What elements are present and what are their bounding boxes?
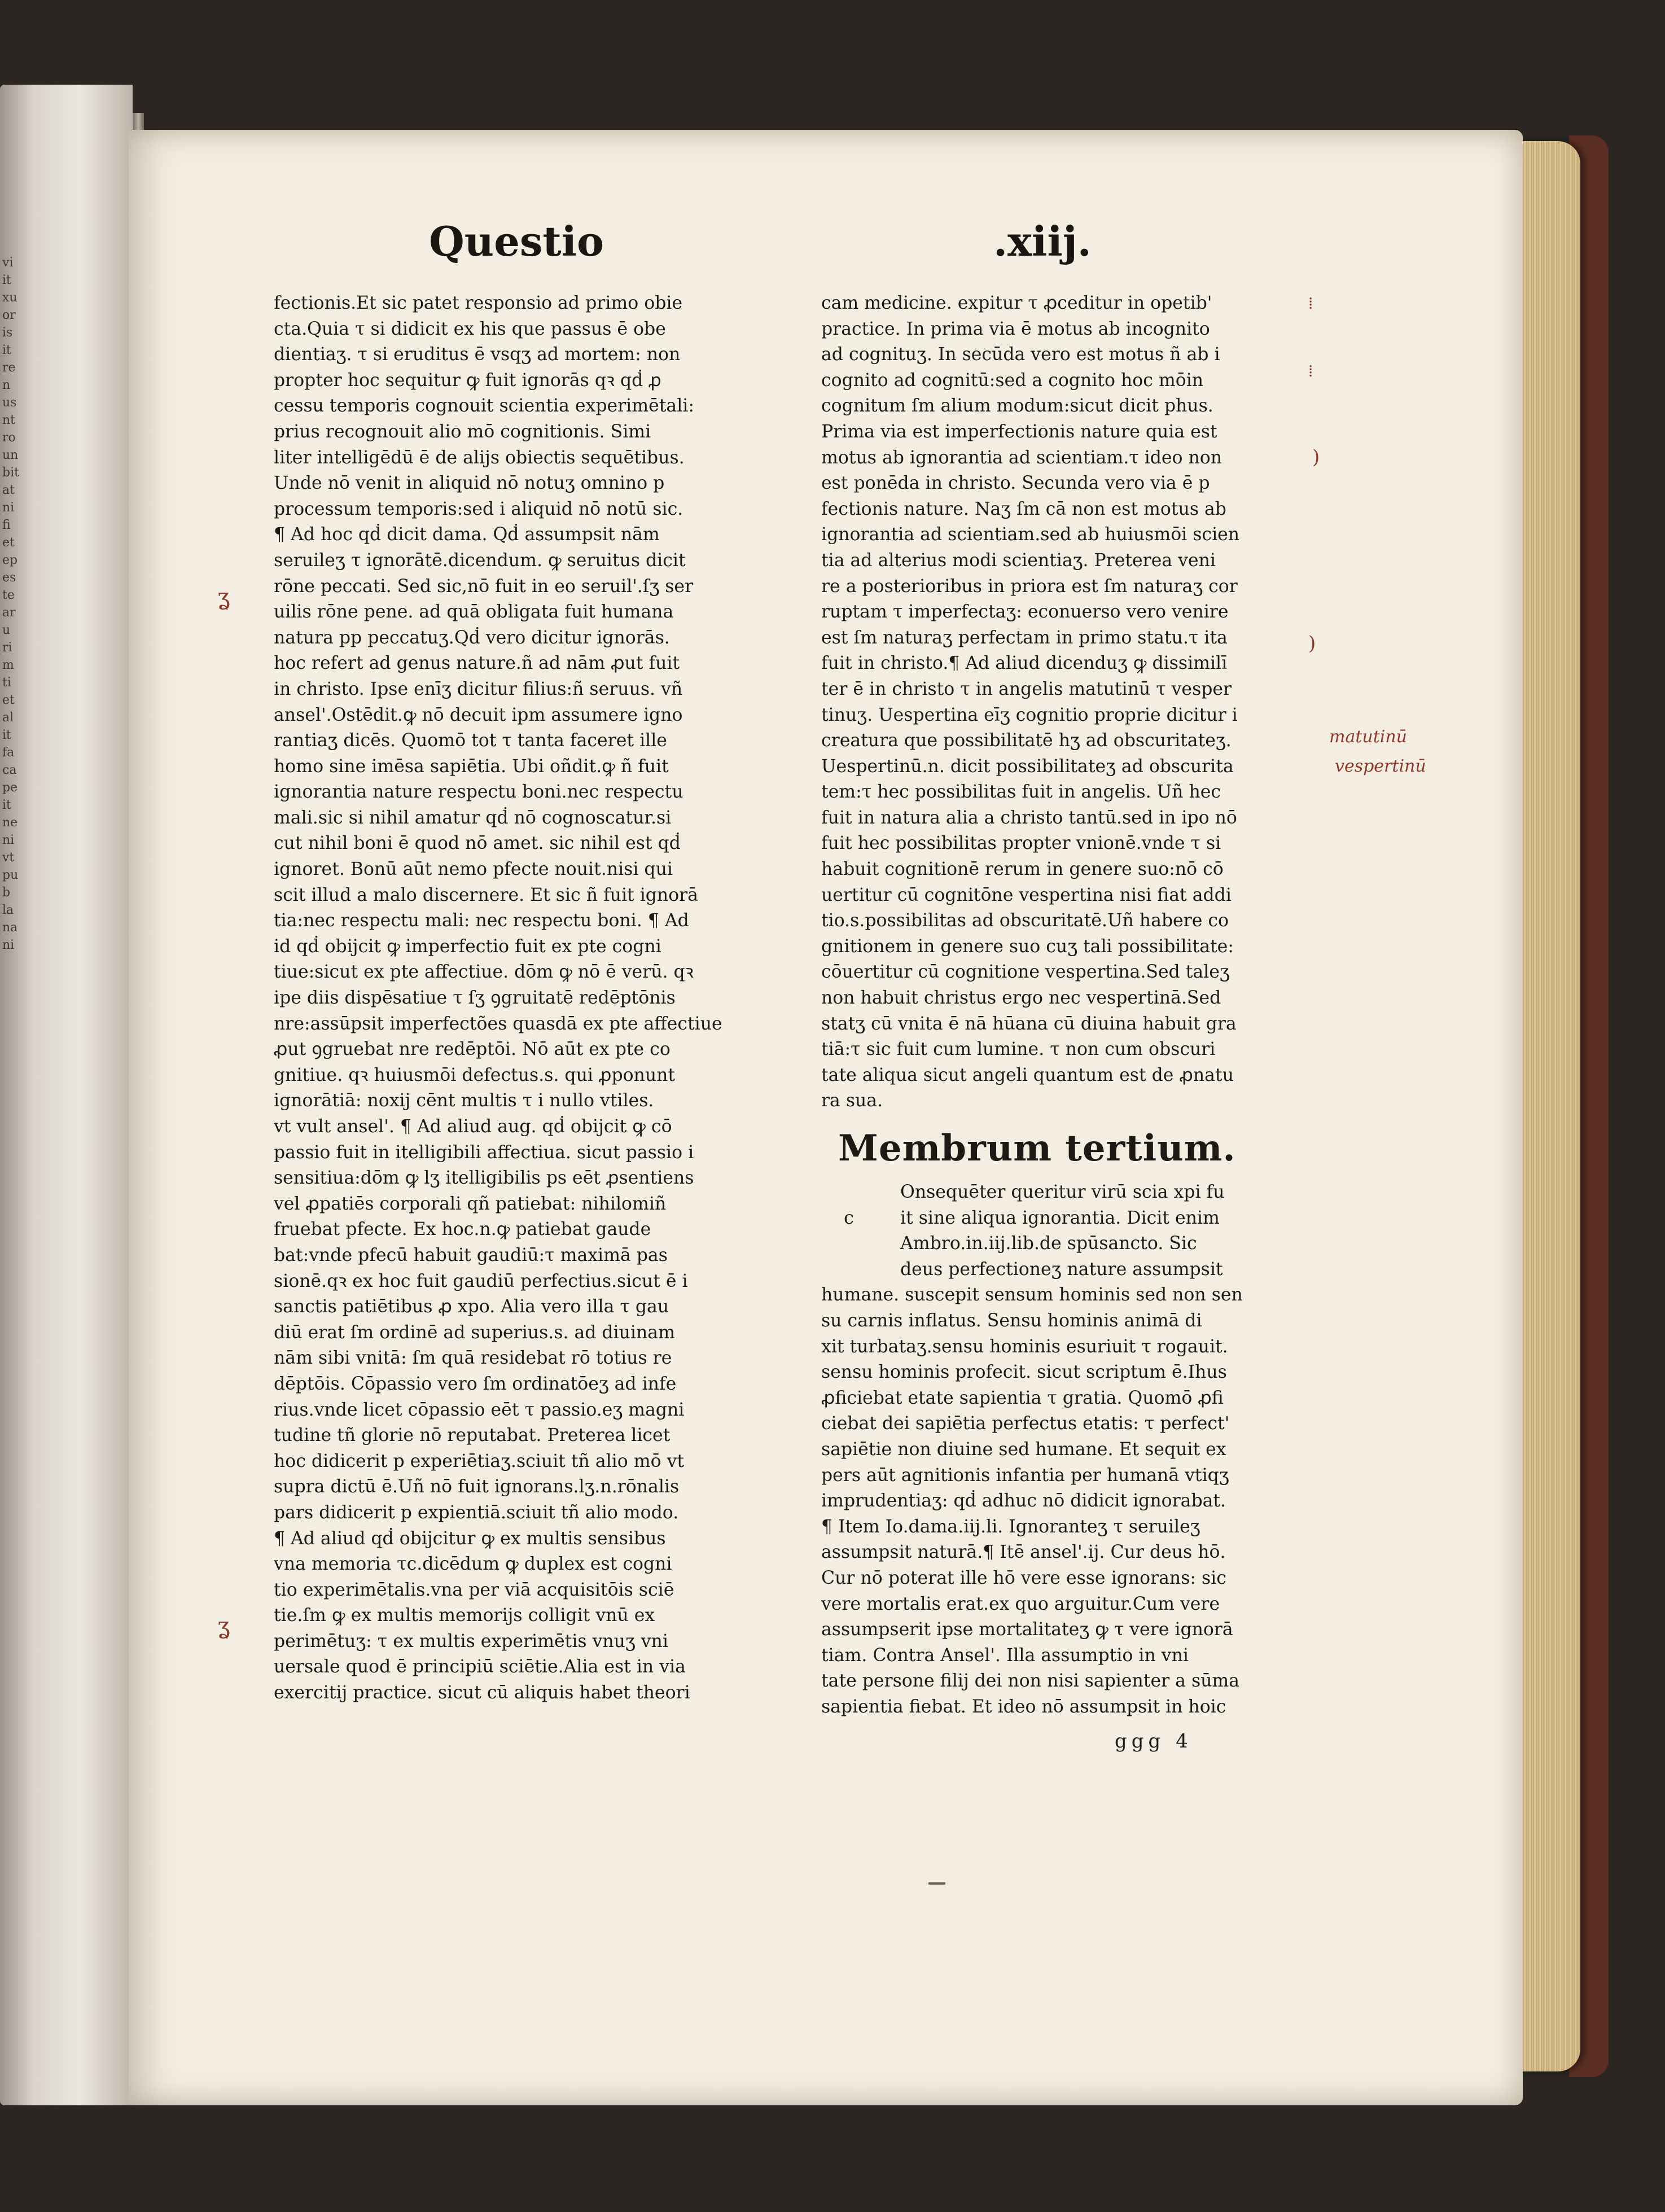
text-line: Ambro.in.iij.lib.de spūsancto. Sic [900,1233,1197,1254]
text-line: Uespertinū.n. dicit possibilitateʒ ad obscurita [821,756,1234,777]
text-line: ¶ Ad aliud qḋ obijcitur ꝙ ex multis sensibus [274,1528,666,1549]
text-line: vna memoria τc.dicēdum ꝙ duplex est cogni [274,1554,672,1575]
text-line: assumpsit naturā.¶ Itē ansel'.ij. Cur deus hō. [821,1542,1226,1563]
text-line: fruebat pfecte. Ex hoc.n.ꝙ patiebat gaude [274,1219,651,1240]
text-line: natura pp peccatuʒ.Qḋ vero dicitur ignorās. [274,627,670,648]
section-heading: Membrum tertium. [838,1127,1236,1169]
text-line: sanctis patiētibus ꝓ xpo. Alia vero illa τ gau [274,1296,669,1317]
marginal-pointer-mark: ʓ [217,1613,230,1639]
text-line: dientiaʒ. τ si eruditus ē vsqʒ ad mortem: non [274,344,681,365]
section-body [821,1180,1312,1720]
text-line: tate persone filij dei non nisi sapienter a sūma [821,1671,1240,1692]
text-line: seruileʒ τ ignorātē.dicendum. ꝙ seruitus dicit [274,550,686,571]
text-line: hoc didicerit p experiētiaʒ.sciuit tñ alio mō vt [274,1451,685,1471]
marginal-bracket-mark: ⁞ [1308,294,1313,313]
left-page-leaf [0,85,133,2105]
text-line: est ponēda in christo. Secunda vero via ē p [821,473,1210,494]
text-line: tio experimētalis.vna per viā acquisitōis sciē [274,1579,674,1600]
text-line: ¶ Ad hoc qḋ dicit dama. Qḋ assumpsit nām [274,524,660,545]
text-line: statʒ cū vnita ē nā hūana cū diuina habuit gra [821,1013,1237,1034]
left-text-column [274,291,765,1736]
text-line: ciebat dei sapiētia perfectus etatis: τ perfect' [821,1413,1230,1434]
text-line: tem:τ hec possibilitas fuit in angelis. Uñ hec [821,782,1221,803]
text-line: ter ē in christo τ in angelis matutinū τ vesper [821,678,1232,699]
text-line: tia:nec respectu mali: nec respectu boni. ¶ Ad [274,910,689,931]
text-line: fectionis.Et sic patet responsio ad primo obie [274,293,683,313]
text-line: su carnis inflatus. Sensu hominis animā di [821,1310,1202,1331]
text-line: fuit in natura alia a christo tantū.sed in ipo nō [821,807,1237,828]
text-line: deus perfectioneʒ nature assumpsit [900,1259,1223,1280]
text-line: tate aliqua sicut angeli quantum est de ꝓnatu [821,1065,1234,1085]
text-line: tie.ſm ꝙ ex multis memorijs colligit vnū ex [274,1605,655,1626]
marginal-pointer-mark: ʓ [217,584,230,610]
text-line: habuit cognitionē rerum in genere suo:nō cō [821,859,1224,880]
text-line: it sine aliqua ignorantia. Dicit enim [900,1207,1220,1228]
text-line: diū erat ſm ordinē ad superius.s. ad diuinam [274,1322,675,1343]
text-line: scit illud a malo discernere. Et sic ñ fuit ignorā [274,884,699,905]
text-line: tia ad alterius modi scientiaʒ. Preterea veni [821,550,1216,571]
text-line: exercitij practice. sicut cū aliquis habet theori [274,1683,690,1703]
text-line: rius.vnde licet cōpassio eēt τ passio.eʒ magni [274,1399,685,1420]
text-line: tiā:τ sic fuit cum lumine. τ non cum obscuri [821,1039,1216,1060]
text-line: sensu hominis profecit. sicut scriptum ē.Ihus [821,1362,1227,1383]
text-line: homo sine imēsa sapiētia. Ubi oñdit.ꝙ ñ fuit [274,756,669,777]
text-line: cam medicine. expitur τ ꝓceditur in opetib' [821,293,1212,313]
marginal-bracket-mark: ⁞ [1308,361,1313,381]
text-line: xit turbataʒ.sensu hominis esuriuit τ rogauit. [821,1336,1228,1357]
right-text-column [821,291,1312,1736]
text-line: ignorātiā: noxij cēnt multis τ i nullo vtiles. [274,1090,654,1111]
text-line: processum temporis:sed i aliquid nō notū sic. [274,498,683,519]
text-line: non habuit christus ergo nec vespertinā.Sed [821,988,1221,1009]
text-line: nre:assūpsit imperfectões quasdā ex pte affectiue [274,1013,722,1034]
text-line: uersale quod ē principiū sciētie.Alia est in via [274,1657,686,1677]
text-line: pers aūt agnitionis infantia per humanā vtiqʒ [821,1465,1229,1486]
text-line: imprudentiaʒ: qḋ adhuc nō didicit ignorabat. [821,1491,1226,1512]
text-line: tudine tñ glorie nō reputabat. Preterea licet [274,1425,671,1446]
text-line: uilis rōne pene. ad quā obligata fuit humana [274,602,674,623]
text-line: propter hoc sequitur ꝙ fuit ignorās qꝛ qḋ ꝓ [274,370,661,391]
signature-mark: ggg 4 [1115,1730,1193,1753]
text-line: Prima via est imperfectionis nature quia est [821,421,1217,442]
text-line: ad cognituʒ. In secūda vero est motus ñ ab i [821,344,1220,365]
text-line: cessu temporis cognouit scientia experimētali: [274,396,694,417]
text-line: fectionis nature. Naʒ ſm cā non est motus ab [821,498,1226,519]
text-line: cut nihil boni ē quod nō amet. sic nihil est qḋ [274,833,681,854]
page-rule-mark [928,1882,945,1885]
text-line: perimētuʒ: τ ex multis experimētis vnuʒ vni [274,1631,668,1652]
marginal-note-matutinum: matutinū [1329,727,1408,747]
text-line: fuit in christo.¶ Ad aliud dicenduʒ ꝙ dissimilī [821,653,1228,674]
text-line: ignoret. Bonū aūt nemo pfecte nouit.nisi qui [274,859,673,880]
text-line: ra sua. [821,1090,883,1111]
text-line: practice. In prima via ē motus ab incognito [821,318,1210,339]
text-line: cognitum ſm alium modum:sicut dicit phus. [821,396,1213,417]
text-line: ꝓficiebat etate sapientia τ gratia. Quomō ꝓfi [821,1387,1224,1408]
text-line: tio.s.possibilitas ad obscuritatē.Uñ habere co [821,910,1229,931]
text-line: sapiētie non diuine sed humane. Et sequit ex [821,1439,1226,1460]
text-line: est ſm naturaʒ perfectam in primo statu.τ ita [821,627,1228,648]
text-line: bat:vnde pfecū habuit gaudiū:τ maximā pas [274,1245,668,1265]
text-line: in christo. Ipse enīʒ dicitur filius:ñ seruus. vñ [274,678,683,699]
marginal-bracket-mark: ) [1312,446,1320,468]
left-page-text: vi it xu or is it re n us nt ro un bit at ni fi et ep es te ar u ri m ti et al it fa ca pe it ne ni vt pu b la na ni [2,256,19,952]
text-line: liter intelligēdū ē de alijs obiectis sequētibus. [274,447,685,468]
text-line: tiam. Contra Ansel'. Illa assumptio in vni [821,1645,1189,1666]
text-line: rōne peccati. Sed sic,nō fuit in eo seruil'.ſʒ ser [274,576,694,597]
text-line: sapientia fiebat. Et ideo nō assumpsit in hoic [821,1696,1226,1717]
text-line: cōuertitur cū cognitione vespertina.Sed taleʒ [821,962,1230,983]
text-line: nām sibi vnitā: ſm quā residebat rō totius re [274,1348,672,1369]
text-line: Onsequēter queritur virū scia xpi fu [900,1182,1225,1202]
text-line: supra dictū ē.Uñ nō fuit ignorans.lʒ.n.rōnalis [274,1477,680,1497]
text-line: gnitiue. qꝛ huiusmōi defectus.s. qui ꝓponunt [274,1065,676,1085]
text-line: vt vult ansel'. ¶ Ad aliud aug. qḋ obijcit ꝙ cō [274,1116,672,1137]
text-line: fuit hec possibilitas propter vnionē.vnde τ si [821,833,1221,854]
text-line: id qḋ obijcit ꝙ imperfectio fuit ex pte cogni [274,936,661,957]
text-line: motus ab ignorantia ad scientiam.τ ideo non [821,447,1223,468]
text-line: ruptam τ imperfectaʒ: econuerso vero venire [821,602,1229,623]
text-line: mali.sic si nihil amatur qḋ nō cognoscatur.si [274,807,672,828]
text-line: dēptōis. Cōpassio vero ſm ordinatōeʒ ad infe [274,1373,677,1394]
text-line: ¶ Item Io.dama.iij.li. Ignoranteʒ τ seruileʒ [821,1516,1200,1537]
text-line: cta.Quia τ si didicit ex his que passus ē obe [274,318,666,339]
running-head-left: Questio [429,217,604,265]
text-line: tinuʒ. Uespertina eīʒ cognitio proprie dicitur i [821,704,1238,725]
text-line: ipe diis dispēsatiue τ ſʒ ꝯgruitatē redēptōnis [274,988,676,1009]
initial-letter: c [844,1207,854,1228]
text-line: assumpserit ipse mortalitateʒ ꝙ τ vere ignorā [821,1619,1233,1640]
text-line: cognito ad cognitū:sed a cognito hoc mōin [821,370,1204,391]
text-line: Unde nō venit in aliquid nō notuʒ omnino p [274,473,665,494]
text-line: tiue:sicut ex pte affectiue. dōm ꝙ nō ē verū. qꝛ [274,962,694,983]
text-line: re a posterioribus in priora est ſm naturaʒ cor [821,576,1238,597]
text-line: ignorantia ad scientiam.sed ab huiusmōi scien [821,524,1240,545]
text-line: vere mortalis erat.ex quo arguitur.Cum vere [821,1593,1220,1614]
text-line: rantiaʒ dicēs. Quomō tot τ tanta faceret ille [274,730,667,751]
text-line: prius recognouit alio mō cognitionis. Simi [274,421,651,442]
text-line: creatura que possibilitatē hʒ ad obscuritateʒ. [821,730,1232,751]
marginal-note-vespertinum: vespertinū [1335,756,1426,776]
running-head-right: .xiij. [993,217,1092,265]
text-line: hoc refert ad genus nature.ñ ad nām ꝓut fuit [274,653,680,674]
text-line: uertitur cū cognitōne vespertina nisi fiat addi [821,884,1232,905]
marginal-bracket-mark: ) [1308,632,1316,655]
text-line: ꝓut ꝯgruebat nre redēptōi. Nō aūt ex pte co [274,1039,671,1060]
text-line: sionē.qꝛ ex hoc fuit gaudiū perfectius.sicut ē i [274,1271,688,1291]
text-line: gnitionem in genere suo cuʒ tali possibilitate: [821,936,1234,957]
text-line: ansel'.Ostēdit.ꝙ nō decuit ipm assumere igno [274,704,683,725]
text-line: ignorantia nature respectu boni.nec respectu [274,782,683,803]
text-line: sensitiua:dōm ꝙ lʒ itelligibilis ps eēt ꝓsentiens [274,1168,694,1189]
text-line: humane. suscepit sensum hominis sed non sen [821,1285,1243,1306]
text-line: Cur nō poterat ille hō vere esse ignorans: sic [821,1567,1226,1588]
text-line: vel ꝓpatiēs corporali qñ patiebat: nihilomiñ [274,1193,667,1214]
text-line: passio fuit in itelligibili affectiua. sicut passio i [274,1142,694,1163]
text-line: pars didicerit p expientiā.sciuit tñ alio modo. [274,1502,679,1523]
